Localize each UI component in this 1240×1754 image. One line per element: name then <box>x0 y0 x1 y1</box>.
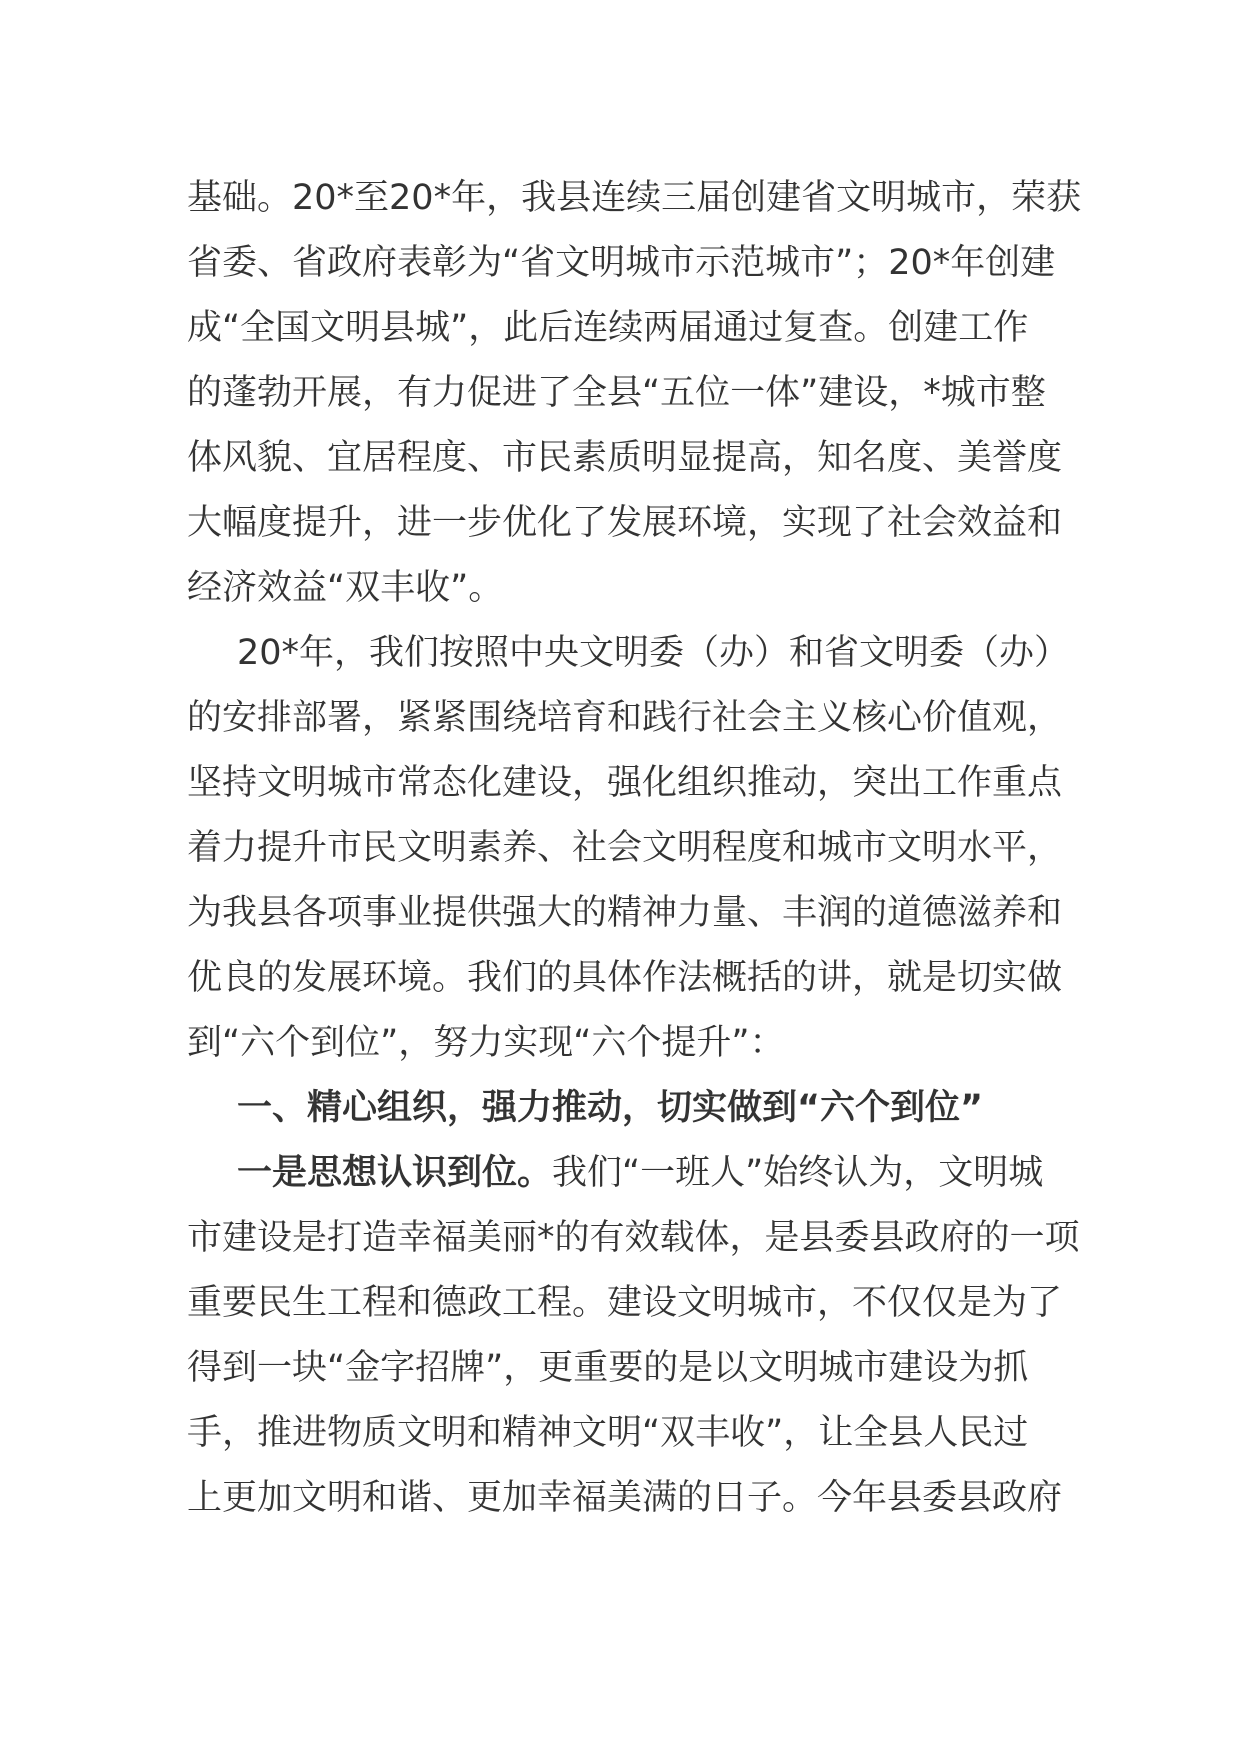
text-line: 上更加文明和谐、更加幸福美满的日子。今年县委县政府 <box>187 1478 1063 1518</box>
text-line: 20*年，我们按照中央文明委（办）和省文明委（办） <box>237 633 1070 673</box>
text-line: 成“全国文明县城”，此后连续两届通过复查。创建工作 <box>187 308 1029 348</box>
paragraph-text: 我们“一班人”始终认为，文明城 <box>552 1153 1044 1193</box>
text-line: 市建设是打造幸福美丽*的有效载体，是县委县政府的一项 <box>187 1218 1080 1258</box>
text-line: 着力提升市民文明素养、社会文明程度和城市文明水平， <box>187 828 1063 868</box>
text-line: 到“六个到位”，努力实现“六个提升”： <box>187 1023 785 1063</box>
text-line: 基础。20*至20*年，我县连续三届创建省文明城市，荣获 <box>187 178 1082 218</box>
text-line: 优良的发展环境。我们的具体作法概括的讲，就是切实做 <box>187 958 1063 998</box>
text-line: 得到一块“金字招牌”，更重要的是以文明城市建设为抓 <box>187 1348 1029 1388</box>
text-line: 省委、省政府表彰为“省文明城市示范城市”；20*年创建 <box>187 243 1056 283</box>
text-line: 的安排部署，紧紧围绕培育和践行社会主义核心价值观， <box>187 698 1063 738</box>
text-line: 为我县各项事业提供强大的精神力量、丰润的道德滋养和 <box>187 893 1063 933</box>
text-line: 体风貌、宜居程度、市民素质明显提高，知名度、美誉度 <box>187 438 1063 478</box>
text-line: 的蓬勃开展，有力促进了全县“五位一体”建设，*城市整 <box>187 373 1046 413</box>
paragraph-lead: 一是思想认识到位。 <box>237 1153 553 1193</box>
text-line: 大幅度提升，进一步优化了发展环境，实现了社会效益和 <box>187 503 1063 543</box>
text-line: 手，推进物质文明和精神文明“双丰收”，让全县人民过 <box>187 1413 1029 1453</box>
text-line: 重要民生工程和德政工程。建设文明城市，不仅仅是为了 <box>187 1283 1063 1323</box>
section-heading: 一、精心组织，强力推动，切实做到“六个到位” <box>237 1088 984 1128</box>
document-page <box>187 166 1082 1531</box>
text-line: 经济效益“双丰收”。 <box>187 568 504 608</box>
text-line: 坚持文明城市常态化建设，强化组织推动，突出工作重点 <box>187 763 1063 803</box>
paragraph-first-line <box>187 1141 1057 1206</box>
